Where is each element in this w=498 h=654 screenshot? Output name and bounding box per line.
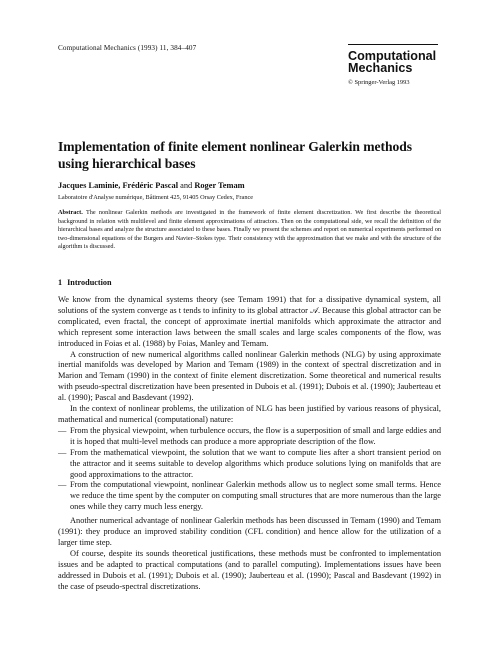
author-list xyxy=(58,181,245,190)
list-item-text: From the mathematical viewpoint, the solution that we want to compute lies after a short transient period on the attractor and it seems suitable to develop algorithms which produce solutions lying on manifolds that are good approximations to the attractor. xyxy=(70,447,441,479)
author-conjunction: and xyxy=(180,181,193,190)
paper-title: Implementation of finite element nonlinear Galerkin methods using hierarchical bases xyxy=(58,139,412,171)
list-item xyxy=(58,426,441,448)
journal-reference: Computational Mechanics (1993) 11, 384–407 xyxy=(58,44,197,52)
copyright-notice: © Springer-Verlag 1993 xyxy=(348,79,410,86)
list-dash: — xyxy=(58,480,67,490)
section-heading xyxy=(58,278,112,287)
list-item xyxy=(58,448,441,481)
journal-name-line-1: Computational xyxy=(348,49,437,63)
body-paragraph-3: In the context of nonlinear problems, the utilization of NLG has been justified by various reasons of physical, mathematical and numerical (computational) nature: xyxy=(58,404,441,424)
journal-name xyxy=(328,50,438,74)
author-names-2: Roger Temam xyxy=(194,181,245,190)
body-paragraph-5: Of course, despite its sounds theoretical justifications, these methods must be confronted to implementation issues and be adapted to practical computations (and to parallel computing). Implementations issues have been addressed in Dubois et al. (1991); Dubois et al. (1990); Jauberteau et al. (1990); Pascal and Basdevant (1992) in the case of pseudo-spectral discretizations. xyxy=(58,548,441,591)
body-paragraph-4: Another numerical advantage of nonlinear Galerkin methods has been discussed in Temam (1990) and Temam (1991): they produce an improved stability condition (CFL condition) and hence allow for the utilization of a larger time step. xyxy=(58,516,441,547)
list-item-text: From the computational viewpoint, nonlinear Galerkin methods allow us to neglect some small terms. Hence we reduce the time spent by the computer on computing small structures that are more numerous than the large ones while they carry much less energy. xyxy=(70,480,441,512)
body-paragraph-2: A construction of new numerical algorithms called nonlinear Galerkin methods (NLG) by using approximate inertial manifolds was developed by Marion and Temam (1989) in the context of spectral discretization and in Marion and Temam (1990) in the context of finite element discretization. Some theoretical and numerical results with pseudo-spectral discretization have been presented in Dubois et al. (1991); Dubois et al. (1990); Jauberteau et al. (1990); Pascal and Basdevant (1992). xyxy=(58,349,441,403)
reasons-list xyxy=(58,426,441,513)
journal-masthead xyxy=(328,44,438,86)
abstract-text: The nonlinear Galerkin methods are investigated in the framework of finite element discretization. We first describe the theoretical background in relation with multilevel and finite element approximations of attractors. Then on the computational side, we recall the definition of the hierarchical bases and analyze the structure associated to these bases. Finally we present the schemes and report on numerical experiments performed on two-dimensional equations of the Burgers and Navier–Stokes type. Their consistency with the approximation that we make and with the structure of the algorithm is discussed. xyxy=(58,209,441,251)
section-title: Introduction xyxy=(67,278,112,287)
list-dash: — xyxy=(58,425,67,435)
list-item xyxy=(58,480,441,513)
author-names-1: Jacques Laminie, Frédéric Pascal xyxy=(58,181,179,190)
abstract-label: Abstract. xyxy=(58,209,83,216)
body-text xyxy=(58,295,441,592)
list-item-text: From the physical viewpoint, when turbulence occurs, the flow is a superposition of small and large eddies and it is hoped that multi-level methods can produce a more appropriate description of the flow. xyxy=(70,425,441,446)
journal-name-line-2: Mechanics xyxy=(348,61,413,75)
masthead-rule xyxy=(348,44,438,45)
section-number: 1 xyxy=(58,278,63,287)
list-dash: — xyxy=(58,447,67,457)
body-paragraph-1: We know from the dynamical systems theory (see Temam 1991) that for a dissipative dynamical system, all solutions of the system converge as t tends to infinity to its global attractor 𝒜. Because this global attractor can be complicated, even fractal, the concept of approximate inertial manifolds which approximate the attractor and which represent some interaction laws between the small scales and large scales components of the flow, was introduced in Foias et al. (1988) by Foias, Manley and Temam. xyxy=(58,295,441,348)
author-affiliation: Laboratoire d'Analyse numérique, Bâtiment 425, 91405 Orsay Cedex, France xyxy=(58,194,254,201)
abstract xyxy=(58,209,441,252)
